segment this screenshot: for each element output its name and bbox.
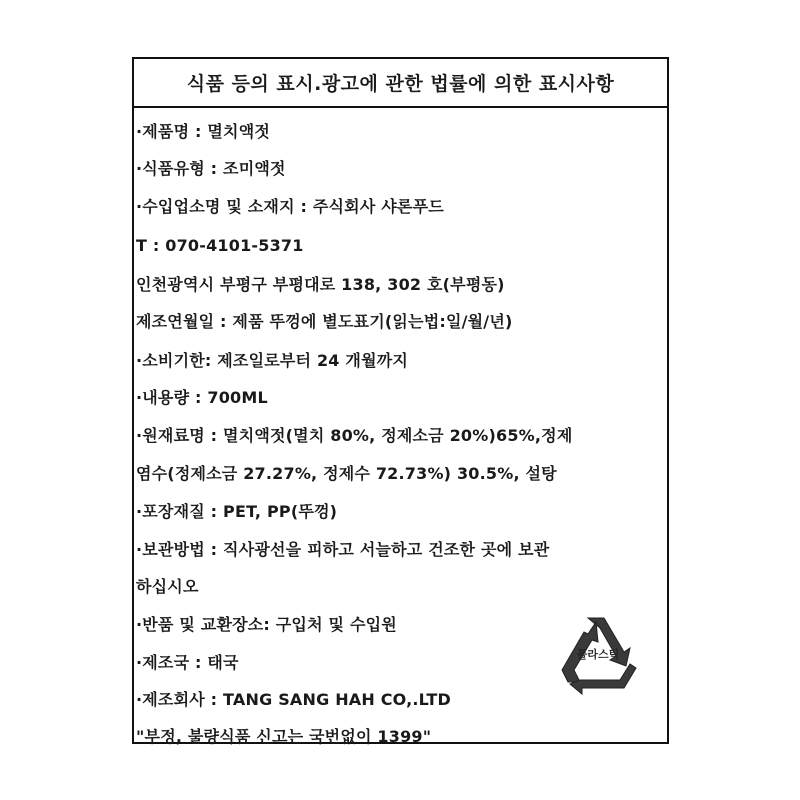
recycle-label: 플라스틱 — [576, 648, 620, 661]
row-manufacturer: ·제조회사 : TANG SANG HAH CO,.LTD — [136, 690, 452, 709]
row-ingredients-cont: 염수(정제소금 27.27%, 정제수 72.73%) 30.5%, 설탕 — [136, 464, 557, 483]
row-volume: ·내용량 : 700ML — [136, 388, 268, 407]
row-address: 인천광역시 부평구 부평대로 138, 302 호(부평동) — [136, 275, 505, 294]
label-header — [134, 59, 667, 108]
row-manufacture-date: 제조연월일 : 제품 뚜껑에 별도표기(읽는법:일/월/년) — [136, 312, 513, 331]
row-country: ·제조국 : 태국 — [136, 653, 239, 672]
row-ingredients: ·원재료명 : 멸치액젓(멸치 80%, 정제소금 20%)65%,정제 — [136, 426, 573, 445]
row-phone: T : 070-4101-5371 — [136, 236, 304, 255]
label-title: 식품 등의 표시.광고에 관한 법률에 의한 표시사항 — [186, 73, 615, 95]
row-storage: ·보관방법 : 직사광선을 피하고 서늘하고 건조한 곳에 보관 — [136, 540, 550, 559]
row-importer: ·수입업소명 및 소재지 : 주식회사 샤론푸드 — [136, 197, 444, 216]
row-report-hotline: "부정, 불량식품 신고는 국번없이 1399" — [136, 727, 432, 746]
row-packaging: ·포장재질 : PET, PP(뚜껑) — [136, 502, 338, 521]
row-returns: ·반품 및 교환장소: 구입처 및 수입원 — [136, 615, 397, 634]
row-expiry: ·소비기한: 제조일로부터 24 개월까지 — [136, 351, 409, 370]
row-storage-cont: 하십시오 — [136, 577, 199, 596]
row-food-type: ·식품유형 : 조미액젓 — [136, 159, 286, 178]
recycle-icon — [558, 612, 638, 696]
row-product-name: ·제품명 : 멸치액젓 — [136, 122, 271, 141]
